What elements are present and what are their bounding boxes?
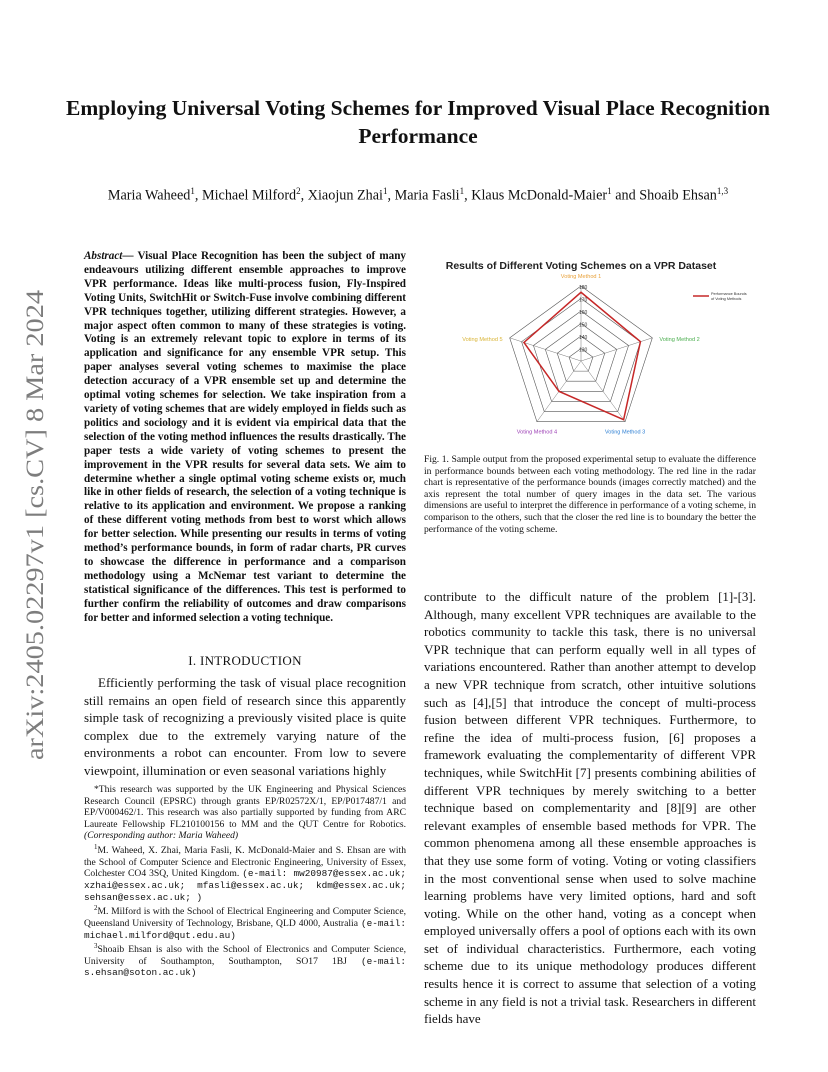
section-heading-introduction: I. INTRODUCTION xyxy=(188,653,302,668)
radar-tick-label: 140 xyxy=(579,335,588,341)
footnotes xyxy=(84,784,406,979)
radar-axis-label: Voting Method 4 xyxy=(516,429,558,436)
author-name: Maria Fasli xyxy=(394,187,460,204)
author-affiliation-mark: 1 xyxy=(190,186,195,196)
abstract-lead: Abstract xyxy=(84,250,123,262)
author-affiliation-mark: 1 xyxy=(383,186,388,196)
paper-title: Employing Universal Voting Schemes for Improved Visual Place Recognition Performance xyxy=(66,96,770,148)
abstract xyxy=(84,250,406,625)
author-name: Shoaib Ehsan xyxy=(639,187,717,204)
footnote-funding: *This research was supported by the UK Engineering and Physical Sciences Research Council (EPSRC) through grants EP/R02572X/1, EP/P017487/1 and EP/V000462/1. This research was also partially supported by funding from ARC Laureate Fellowship FL210100156 to MM and the QUT Centre for Robotics. (Corresponding author: Maria Waheed) xyxy=(84,784,406,842)
column-two-paragraph: contribute to the difficult nature of the problem [1]-[3]. Although, many excellent VPR techniques are available to the robotics community to tackle this task, there is no universal VPR technique that can perform equally well in all types of variations encountered. Rather than another attempt to develop a new VPR technique from scratch, other intuitive solutions such as [4],[5] that introduce the concept of multi-process fusion between different VPR techniques. Furthermore, to refine the idea of multi-process fusion, [6] proposes a framework evaluating the complementarity of different VPR techniques, while SwitchHit [7] presents combining abilities of different VPR techniques by merely switching to a better technique based on complementarity and [8][9] are other relevant examples of ensemble based methods for VPR. The common phenomena among all these ensemble approaches is that they use some form of voting. Voting or voting classifiers in the most conventional sense when used to solve machine learning problems have very limited options, hard and soft voting. While on the other hand, voting as a concept when employed universally offers a pool of options each with its own set of individual characteristics. Furthermore, each voting scheme due to its unique methodology produces different results hence it is correct to assume that selection of a voting scheme in any field is not a trivial task. Researchers in different fields have xyxy=(424,589,756,1027)
author-name: Xiaojun Zhai xyxy=(307,187,383,204)
radar-chart-figure xyxy=(425,255,755,441)
footnote-2: $^2$M. Milford is with the School of Electrical Engineering and Computer Science, Queensland University of Technology, Brisbane, QLD 4000, Australia (e-mail: michael.milford@qut.edu.au) xyxy=(84,904,406,941)
arxiv-id-text: arXiv:2405.02297v1 [cs.CV] 8 Mar 2024 xyxy=(20,336,49,760)
arxiv-identifier xyxy=(14,290,52,760)
footnote-1: $^1$M. Waheed, X. Zhai, Maria Fasli, K. McDonald-Maier and S. Ehsan are with the School of Computer Science and Electronic Engineering, University of Essex, Colchester CO4 3SQ, United Kingdom. (e-mail: mw20987@essex.ac.uk; xzhai@essex.ac.uk; mfasli@essex.ac.uk; kdm@essex.ac.uk; sehsan@essex.ac.uk; ) xyxy=(84,842,406,903)
radar-tick-label: 150 xyxy=(579,322,588,329)
legend-entry-performance-bounds: Performance Bounds of Voting Methods xyxy=(711,292,747,301)
radar-chart xyxy=(425,255,755,441)
author-list: Maria Waheed$^1$, Michael Milford$^2$, Xiaojun Zhai$^1$, Maria Fasli$^1$, Klaus McDonald-Maier$^1$ and Shoaib Ehsan$^{1,3}$ xyxy=(107,186,729,204)
abstract-dash: — xyxy=(122,250,138,262)
radar-tick-label: 160 xyxy=(579,310,588,316)
author-affiliation-mark: 1,3 xyxy=(716,186,729,196)
author-name: Klaus McDonald-Maier xyxy=(471,187,608,204)
intro-paragraph: Efficiently performing the task of visual place recognition still remains an open field of research since this apparently simple task of recognizing a previously visited place is quite complex due to the extremely varying nature of the environments a robot can encounter. From low to severe viewpoint, illumination or even seasonal variations highly xyxy=(84,675,406,778)
radar-spoke xyxy=(581,338,652,361)
radar-axis-label: Voting Method 3 xyxy=(604,429,646,436)
radar-spoke xyxy=(510,338,581,361)
author-affiliation-mark: 1 xyxy=(607,186,612,196)
author-affiliation-mark: 2 xyxy=(296,186,301,196)
abstract-text: Visual Place Recognition has been the subject of many endeavours utilizing different ensemble approaches to improve VPR performance. Ideas like multi-process fusion, Fly-Inspired Voting Units, SwitchHit or Switch-Fuse involve combining different VPR techniques together, utilizing different strategies. However, a major aspect often common to many of these strategies is voting. Voting is an extremely relevant topic to explore in terms of its application and significance for any ensemble VPR setup. This paper analyses several voting schemes to maximise the place detection accuracy of a VPR ensemble set up and determine the optimal voting schemes for selection. We take inspiration from a variety of voting schemes that are widely employed in fields such as politics and sociology and it is evident via empirical data that the selection of the voting method influences the results drastically. The paper tests a wide variety of voting schemes to present the improvement in the VPR results for several data sets. We aim to determine whether a single optimal voting scheme exists or, much like in other fields of research, the selection of a voting technique is relative to its application and environment. We propose a ranking of these different voting methods from best to worst which allows for better selection. While presenting our results in terms of voting method’s performance bounds, in form of radar charts, PR curves to showcase the difference in performance and a comparison methodology using a McNemar test variant to determine the statistical significance of the differences. This test is performed to further confirm the reliability of outcomes and draw comparisons for better and informed selection a voting technique. xyxy=(84,250,407,624)
radar-tick-label: 130 xyxy=(579,347,588,354)
figure-caption: Fig. 1. Sample output from the proposed experimental setup to evaluate the difference in performance bounds between each voting methodology. The red line in the radar chart is representative of the performance bounds (images correctly matched) and the axis represent the total number of query images in the data set. The various dimensions are useful to interpret the difference in performance of a voting scheme, in comparison to the others, such that the closer the red line is to boundary the better the performance of the voting scheme. xyxy=(424,454,756,535)
radar-tick-label: 180 xyxy=(579,285,588,291)
author-name: Michael Milford xyxy=(201,187,297,204)
radar-tick-label: 170 xyxy=(579,297,588,304)
author-name: Maria Waheed xyxy=(107,187,191,204)
radar-axis-label: Voting Method 1 xyxy=(560,274,602,280)
footnote-3: $^3$Shoaib Ehsan is also with the School of Electronics and Computer Science, University of Southampton, Southampton, SO17 1BJ (e-mail: s.ehsan@soton.ac.uk) xyxy=(84,942,406,979)
chart-title: Results of Different Voting Schemes on a VPR Dataset xyxy=(445,260,717,272)
author-affiliation-mark: 1 xyxy=(459,186,465,196)
radar-axis-label: Voting Method 2 xyxy=(659,336,700,343)
radar-axis-label: Voting Method 5 xyxy=(462,336,503,343)
chart-legend xyxy=(693,292,747,301)
